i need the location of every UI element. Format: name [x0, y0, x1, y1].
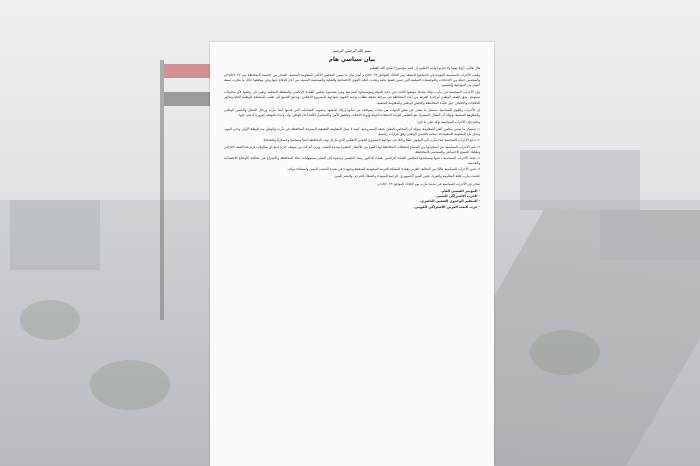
background-building	[10, 200, 100, 270]
statement-document	[210, 42, 494, 466]
list-item: ١- تستنكر ما سمي مجلس أعلى للمقاومة، وتؤكد أن المجلس المعلن يفتقد للمشروعية، كونه لا يمثل المقاومة الحقيقية المتنوعة المحافظة عن مأرب والوطن منذ الوهلة الأولى وحتى اليوم، وتذكر بأن المقاومة الشعبية قد دمجت بالجيش الوطني وفق قرارات رئاسية.	[224, 126, 480, 137]
background-building	[600, 210, 700, 260]
signatory: - الحزب الاشتراكي اليمني.	[435, 193, 480, 198]
body-paragraph: وإن الأحزاب السياسية في مأرب تؤكد مجددًا موقفها الثابت في دعم الدولة ومؤسساتها الشرعية وفي مقدمتها مجلس القيادة الرئاسي والسلطة المحلية، وتعبر عن رفضها لأي محاولات تستهدف شق الصف الوطني أو إثارة الفرقة بين أبناء المحافظة في مرحلة دقيقة تتطلب توحيد الجهود لمواجهة المشروع الانقلابي، وتدعو الجميع إلى تغليب المصلحة الوطنية العليا وتجاوز الخلافات والالتفاف حول قيادة المحافظة والجيش الوطني والمقاومة الشعبية.	[224, 90, 480, 105]
document-title: بيان سياسي هام	[328, 57, 376, 63]
signatory: - المؤتمر الشعبي العام.	[440, 188, 480, 193]
basmala: بسم الله الرحمن الرحيم	[332, 48, 372, 53]
list-item: ٢- تدعو الأحزاب السياسية أبناء مأرب إلى الوقوف صفًا واحدًا في مواجهة المشروع الحوثي الانقلابي الذي مازال يهدد المحافظة أمنيًا وسياسيًا وعسكريًا واقتصاديًا.	[262, 138, 480, 143]
signatory: - التنظيم الوحدوي الشعبي الناصري.	[419, 199, 480, 204]
list-item: ٣- تعبر الأحزاب السياسية عن استغرابها من السماح لسلطات المحافظة لهذا النوع من الأعمال المضرة بوحدة الصف، وترى أنه لابد من موقف حازم لمنع أي محاولات لزعزعة الصف الداخلي وتفكيك النسيج الاجتماعي والسياسي بالمحافظة.	[224, 144, 480, 154]
body-paragraph: وقفت الأحزاب السياسية المؤيدة في اجتماعها المنعقد يوم الثلاثاء الموافق ١/٨/٢٠٢٣م أمام بيان ما سمي المجلس الأعلى للمقاومة الشعبية، الصادر من عاصمة المحافظة يوم ٢٩/٧/٢٠٢٣م والمتضمن جملة من الادعاءات والتوصيفات السلبية التي تمس قضية عامة وتحدث أغلب القوى الاجتماعية والقبلية والسياسية اليمنية، من أجل الدفاع عنها وعن مواقفها خلال ما يقارب تسعة أعوام من المواجهة والصمود.	[224, 73, 480, 88]
signatories-list	[224, 189, 480, 210]
intro-verse: قال تعالى: ((ولا تهنوا ولا تحزنوا وأنتم الأعلون إن كنتم مؤمنين)) صدق الله العظيم	[369, 66, 480, 70]
signatory: - حزب البعث العربي الاشتراكي القومي.	[413, 204, 480, 209]
background-building	[520, 150, 640, 210]
body-paragraph: إن الأحزاب والقوى السياسية تستنكر ما يصدر عن بعض الجهات من بيانات ومواقف من شأنها إرباك المشهد وتشويه التضحيات التي قدمها أبناء مأرب ورجال القبائل والجيش الوطني والمقاومة الشعبية، وتؤكد أن النضال المشترك هو الضامن الوحيد لاستعادة الدولة وإنهاء الانقلاب وتحقيق الأمن والاستقرار لكافة أبناء الوطن، وأن وحدة الموقف ضرورة لا غنى عنها.	[224, 107, 480, 117]
background-tree	[20, 300, 80, 340]
background-tree	[530, 330, 600, 375]
list-heading: وعليه فإن الأحزاب السياسية تؤكد على ما يلي:	[416, 119, 480, 124]
list-item: ٤- تجدد الأحزاب السياسية دعمها ومساندتها لمجلس القيادة الرئاسي بقيادة الدكتور رشاد العليمي وتدعوه إلى القيام بمسؤولياته تجاه المحافظة والإسراع في معالجة الأوضاع الاقتصادية والخدمية.	[224, 155, 480, 166]
points-list	[224, 127, 480, 173]
issue-date-line: صادر عن الأحزاب السياسية في مدينة مأرب يوم الثلاثاء الموافق ١/٨/٢٠٢٣م	[377, 181, 480, 186]
closing-slogan: عاشت مأرب قلعة المقاومة والثورة، عاش اليمن الجمهوري. الرحمة للشهداء والشفاء للجرحى والنصر لليمن.	[333, 174, 480, 179]
background-tree	[90, 360, 170, 410]
list-item: ٥- تثمن الأحزاب السياسية عاليًا دور التحالف العربي بقيادة المملكة العربية السعودية الشقيقة وجهوده في نصرة الشعب اليمني واستعادة دولته.	[287, 167, 480, 172]
